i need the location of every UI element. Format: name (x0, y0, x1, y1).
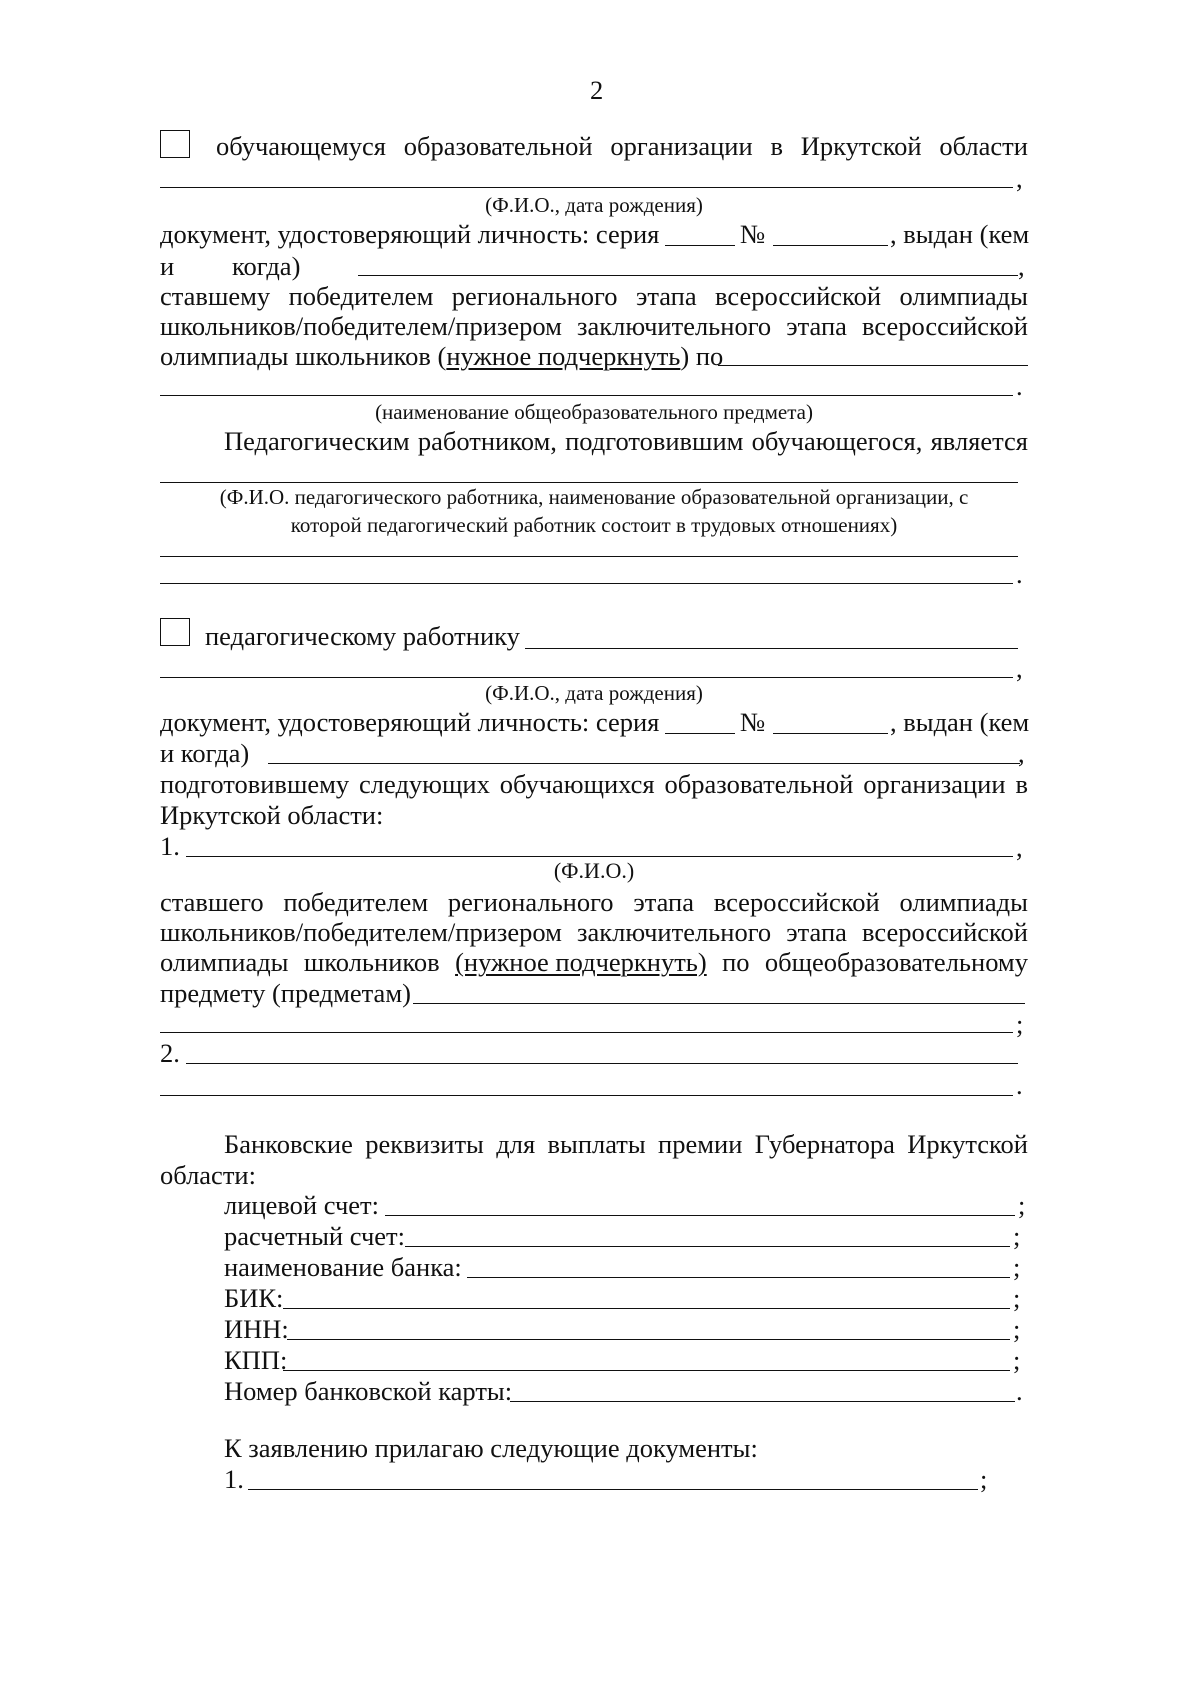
teacher-info-field-1[interactable] (160, 482, 1018, 483)
subject-prefix: предмету (предметам) (160, 978, 411, 1008)
semicolon: ; (1013, 1252, 1021, 1282)
period: . (1016, 1070, 1023, 1100)
and-when-text: и когда) (160, 738, 250, 768)
teacher-caption-1: (Ф.И.О. педагогического работника, наименование образовательной организации, с (219, 485, 969, 509)
personal-account-input[interactable] (385, 1215, 1015, 1216)
student-winner-line-2: школьников/победителем/призером заключительного этапа всероссийской (160, 311, 1028, 341)
period: . (1016, 559, 1023, 589)
semicolon: ; (1018, 1190, 1026, 1220)
period: . (1016, 371, 1023, 401)
subject-field-1[interactable] (413, 1003, 1025, 1004)
kpp-input[interactable] (283, 1370, 1010, 1371)
student-winner-line-3: олимпиады школьников (нужное подчеркнуть) по (160, 341, 724, 371)
student-2-name-field[interactable] (186, 1063, 1018, 1064)
teacher-name-field-1[interactable] (525, 648, 1018, 649)
underline-note: нужное подчеркнуть (446, 341, 681, 371)
teacher-name-field-2[interactable] (160, 677, 1013, 678)
period: . (1016, 1376, 1023, 1406)
teacher-winner-line-3: олимпиады школьников (нужное подчеркнуть) по общеобразовательному (160, 947, 1028, 977)
bank-field-label-kpp: КПП: (224, 1345, 288, 1375)
bank-field-label-inn: ИНН: (224, 1314, 289, 1344)
prepared-line-2: Иркутской области: (160, 800, 384, 830)
semicolon: ; (1013, 1345, 1021, 1375)
comma: , (1016, 653, 1023, 683)
number-sign: № (740, 707, 766, 737)
student-fio-caption: (Ф.И.О., дата рождения) (485, 193, 703, 217)
teacher-info-field-3[interactable] (160, 583, 1013, 584)
student-doc-issuer-field[interactable] (358, 275, 1018, 276)
when-text: когда) (232, 251, 301, 281)
student-winner-line-1: ставшему победителем регионального этапа всероссийской олимпиады (160, 281, 1028, 311)
issued-text: , выдан (кем (890, 707, 1030, 737)
teacher-doc-series-field[interactable] (665, 733, 735, 734)
doc-prefix: документ, удостоверяющий личность: серия (160, 219, 660, 249)
student-fio-field[interactable] (160, 187, 1013, 188)
student-checkbox-label: обучающемуся образовательной организации в Иркутской области (216, 131, 1028, 161)
semicolon: ; (1013, 1314, 1021, 1344)
teacher-doc-issuer-field[interactable] (268, 763, 1020, 764)
bik-input[interactable] (283, 1308, 1010, 1309)
teacher-is-line: Педагогическим работником, подготовившим обучающегося, является (224, 426, 1028, 456)
semicolon: ; (1013, 1221, 1021, 1251)
bank-field-label-card-number: Номер банковской карты: (224, 1376, 513, 1406)
bank-field-label-settlement-account: расчетный счет: (224, 1221, 405, 1251)
comma: , (1016, 163, 1023, 193)
teacher-info-field-2[interactable] (160, 556, 1018, 557)
semicolon: ; (1016, 1009, 1024, 1039)
and-text: и (160, 251, 175, 281)
bank-intro-line-1: Банковские реквизиты для выплаты премии Губернатора Иркутской (224, 1129, 1028, 1159)
attachment-1-input[interactable] (248, 1489, 978, 1490)
student-doc-number-field[interactable] (773, 245, 888, 246)
bank-name-input[interactable] (467, 1277, 1010, 1278)
teacher-fio-caption: (Ф.И.О., дата рождения) (485, 681, 703, 705)
card-number-input[interactable] (510, 1401, 1015, 1402)
student-doc-series-field[interactable] (665, 245, 735, 246)
teacher-winner-line-2: школьников/победителем/призером заключительного этапа всероссийской (160, 917, 1028, 947)
semicolon: ; (980, 1464, 988, 1494)
teacher-winner-line-1: ставшего победителем регионального этапа всероссийской олимпиады (160, 887, 1028, 917)
fio-short-caption: (Ф.И.О.) (553, 858, 635, 883)
semicolon: ; (1013, 1283, 1021, 1313)
student-2-subject-field[interactable] (160, 1095, 1013, 1096)
item-number: 1. (160, 831, 180, 861)
prepared-line-1: подготовившему следующих обучающихся образовательной организации в (160, 769, 1028, 799)
item-number: 2. (160, 1038, 180, 1068)
page-number: 2 (590, 75, 604, 105)
item-number: 1. (224, 1464, 244, 1494)
student-1-name-field[interactable] (186, 856, 1013, 857)
inn-input[interactable] (287, 1339, 1010, 1340)
comma: , (1016, 832, 1023, 862)
bank-field-label-bank-name: наименование банка: (224, 1252, 462, 1282)
bank-field-label-bik: БИК: (224, 1283, 284, 1313)
teacher-caption-2: которой педагогический работник состоит в трудовых отношениях) (290, 513, 898, 537)
bank-field-label-personal-account: лицевой счет: (224, 1190, 380, 1220)
teacher-doc-number-field[interactable] (773, 733, 888, 734)
student-subject-field-1[interactable] (718, 365, 1028, 366)
comma: , (1018, 251, 1025, 281)
teacher-checkbox[interactable] (160, 618, 190, 646)
bank-intro-line-2: области: (160, 1160, 256, 1190)
settlement-account-input[interactable] (405, 1246, 1010, 1247)
teacher-checkbox-label: педагогическому работнику (205, 621, 520, 651)
student-checkbox[interactable] (160, 130, 190, 158)
number-sign: № (740, 219, 766, 249)
doc-prefix: документ, удостоверяющий личность: серия (160, 707, 660, 737)
student-subject-field-2[interactable] (160, 395, 1013, 396)
subject-caption: (наименование общеобразовательного предмета) (375, 400, 813, 424)
attachments-intro: К заявлению прилагаю следующие документы: (224, 1433, 758, 1463)
comma: , (1018, 738, 1025, 768)
issued-text: , выдан (кем (890, 219, 1030, 249)
subject-field-2[interactable] (160, 1032, 1013, 1033)
